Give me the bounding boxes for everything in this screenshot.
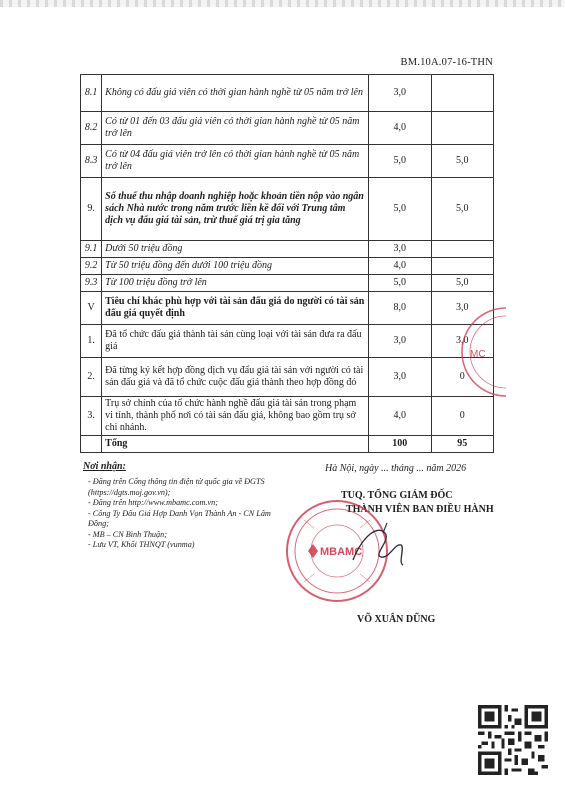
recipient-item: - Công Ty Đấu Giá Hợp Danh Vọn Thành An - CN Lâm Đồng; [88,508,271,528]
row-number: 9. [81,178,102,241]
table-row [81,178,494,241]
table-row [81,75,494,112]
table-row [81,358,494,397]
row-number: 8.2 [81,112,102,145]
row-max-score: 3,0 [369,241,431,258]
recipients-list [88,477,293,551]
recipient-item: - Lưu VT, Khối THNQT (vunma) [88,540,195,549]
row-description: Số thuế thu nhập doanh nghiệp hoặc khoản tiền nộp vào ngân sách Nhà nước trong năm trước liền kề đối với Trung tâm dịch vụ đấu giá tài sản, trừ thuế giá trị gia tăng [102,178,369,241]
row-max-score: 3,0 [369,75,431,112]
row-description: Tiêu chí khác phù hợp với tài sản đấu giá do người có tài sản đấu giá quyết định [102,292,369,325]
row-description: Có từ 04 đấu giá viên trở lên có thời gian hành nghề từ 05 năm trở lên [102,145,369,178]
table-row [81,258,494,275]
row-score [431,258,494,275]
row-max-score: 5,0 [369,275,431,292]
table-row [81,292,494,325]
total-score: 95 [431,436,494,453]
row-description: Từ 50 triệu đồng đến dưới 100 triệu đồng [102,258,369,275]
row-description: Đã từng ký kết hợp đồng dịch vụ đấu giá tài sản với người có tài sản đấu giá và đã tổ chức cuộc đấu giá thành theo hợp đồng đó [102,358,369,397]
total-label: Tổng [102,436,369,453]
recipient-item: - Đăng trên Cổng thông tin điện tử quốc gia về ĐGTS (https://dgts.moj.gov.vn); [88,477,265,497]
total-max-score: 100 [369,436,431,453]
total-empty-cell [81,436,102,453]
recipient-item: - Đăng trên http://www.mbamc.com.vn; [88,498,218,507]
criteria-table [80,74,494,453]
partial-stamp-text: MC [470,349,486,360]
row-number: 9.3 [81,275,102,292]
row-score: 5,0 [431,178,494,241]
table-row [81,241,494,258]
qr-code-image [478,705,548,775]
row-score [431,241,494,258]
signer-title-2: THÀNH VIÊN BAN ĐIỀU HÀNH [346,504,494,515]
row-score: 3,0 [431,292,494,325]
recipients-title: Nơi nhận: [83,461,126,472]
form-code: BM.10A.07-16-THN [400,57,493,68]
seal-text: MBAMC [320,546,363,558]
row-description: Có từ 01 đến 03 đấu giá viên có thời gian hành nghề từ 05 năm trở lên [102,112,369,145]
partial-stamp-image [446,302,506,402]
row-max-score: 5,0 [369,178,431,241]
row-number: 3. [81,397,102,436]
row-description: Không có đấu giá viên có thời gian hành nghề từ 05 năm trở lên [102,75,369,112]
row-description: Trụ sở chính của tổ chức hành nghề đấu giá tài sản trong phạm vi tỉnh, thành phố nơi có tài sản đấu giá, không bao gồm trụ sở chi nhánh. [102,397,369,436]
row-number: 9.1 [81,241,102,258]
row-max-score: 4,0 [369,397,431,436]
row-score [431,112,494,145]
total-row [81,436,494,453]
row-score: 0 [431,358,494,397]
row-max-score: 4,0 [369,258,431,275]
row-description: Đã tổ chức đấu giá thành tài sản cùng loại với tài sản đưa ra đấu giá [102,325,369,358]
row-number: 8.3 [81,145,102,178]
row-score: 3,0 [431,325,494,358]
place-date: Hà Nội, ngày ... tháng ... năm 2026 [325,463,467,474]
row-number: 2. [81,358,102,397]
row-description: Dưới 50 triệu đồng [102,241,369,258]
row-score: 0 [431,397,494,436]
table-row [81,275,494,292]
scan-edge-strip [0,0,565,7]
row-score: 5,0 [431,275,494,292]
row-max-score: 3,0 [369,358,431,397]
recipient-item: - MB – CN Bình Thuận; [88,529,167,539]
row-score: 5,0 [431,145,494,178]
row-max-score: 4,0 [369,112,431,145]
table-row [81,325,494,358]
table-row [81,397,494,436]
row-max-score: 5,0 [369,145,431,178]
row-score [431,75,494,112]
handwritten-signature-image [343,515,413,575]
signer-name: VÕ XUÂN DŨNG [357,614,436,625]
row-number: 9.2 [81,258,102,275]
row-max-score: 3,0 [369,325,431,358]
row-number: 8.1 [81,75,102,112]
row-number: V [81,292,102,325]
row-description: Từ 100 triệu đồng trở lên [102,275,369,292]
row-max-score: 8,0 [369,292,431,325]
signer-title-1: TUQ. TỔNG GIÁM ĐỐC [341,490,453,501]
row-number: 1. [81,325,102,358]
table-row [81,112,494,145]
table-row [81,145,494,178]
